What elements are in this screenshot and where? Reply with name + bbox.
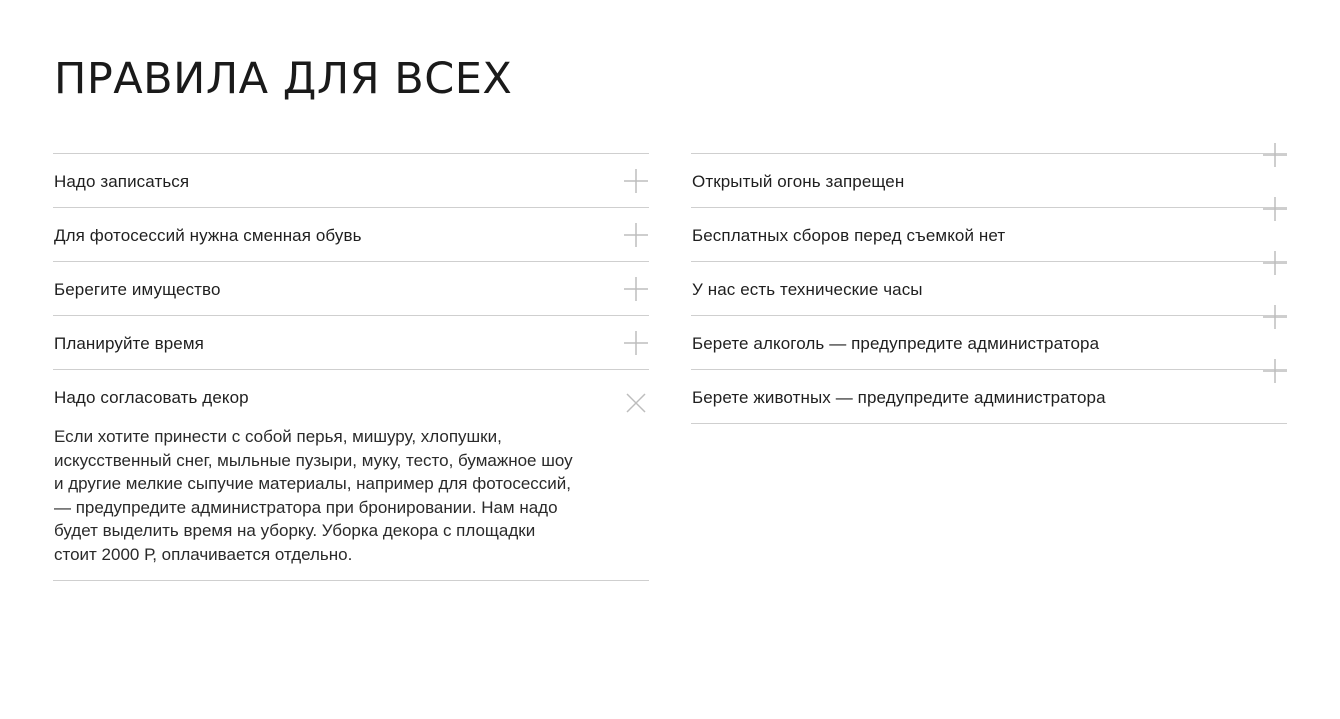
plus-icon[interactable] [1262,304,1288,330]
plus-icon[interactable] [623,222,649,248]
accordion-question: Берегите имущество [54,280,221,299]
accordion-question: Берете животных — предупредите администратора [692,388,1106,407]
accordion-item[interactable] [53,315,649,369]
plus-icon[interactable] [1262,142,1288,168]
plus-icon[interactable] [1262,250,1288,276]
page-title: ПРАВИЛА ДЛЯ ВСЕХ [54,54,513,104]
accordion-item[interactable] [53,207,649,261]
accordion-item[interactable] [691,261,1287,315]
accordion-question: Надо согласовать декор [54,388,249,407]
accordion-item[interactable] [691,369,1287,424]
accordion-question: У нас есть технические часы [692,280,923,299]
accordion-item[interactable] [691,153,1287,207]
plus-icon[interactable] [1262,358,1288,384]
accordion-item[interactable] [691,315,1287,369]
close-icon[interactable] [623,390,649,416]
plus-icon[interactable] [623,330,649,356]
accordion-item[interactable] [53,153,649,207]
plus-icon[interactable] [623,276,649,302]
accordion-item[interactable] [53,261,649,315]
accordion-question: Берете алкоголь — предупредите администратора [692,334,1100,353]
accordion-question: Для фотосессий нужна сменная обувь [54,226,362,245]
plus-icon[interactable] [1262,196,1288,222]
accordion-item[interactable] [691,207,1287,261]
accordion-answer: Если хотите принести с собой перья, мишуру, хлопушки, искусственный снег, мыльные пузыри, муку, тесто, бумажное шоу и другие мелкие сыпучие материалы, например для фотосессий, — предупредите администратора при бронировании. Нам надо будет выделить время на уборку. Уборка декора с площадки стоит 2000 Р, оплачивается отдельно. [54,427,573,564]
plus-icon[interactable] [623,168,649,194]
rules-list-left [53,153,649,581]
accordion-item-expanded[interactable] [53,369,649,581]
rules-list-right [691,153,1287,424]
accordion-question: Открытый огонь запрещен [692,172,905,191]
accordion-question: Планируйте время [54,334,204,353]
accordion-question: Бесплатных сборов перед съемкой нет [692,226,1006,245]
accordion-question: Надо записаться [54,172,190,191]
